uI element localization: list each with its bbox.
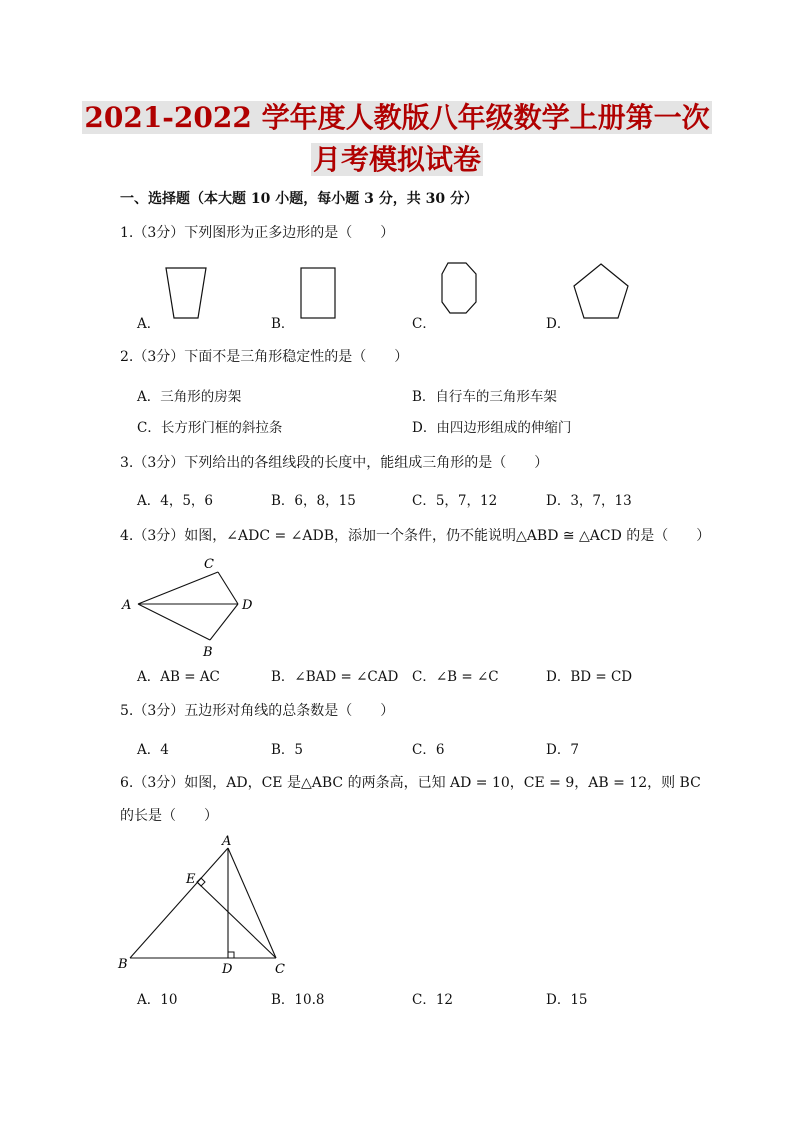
page-title-line2: 月考模拟试卷 (312, 143, 481, 176)
q6-option-c[interactable]: C．12 (412, 992, 454, 1008)
q4-label-d: D (242, 598, 253, 613)
q3-option-d[interactable]: D．3，7，13 (546, 493, 632, 509)
question-6-stem-line2: 的长是（ ） (120, 808, 218, 824)
q1-option-a[interactable]: A． (137, 316, 161, 332)
q3-option-c[interactable]: C．5，7，12 (412, 493, 498, 509)
q1-option-b-rectangle (296, 262, 340, 324)
q6-label-b: B (118, 957, 128, 972)
question-1-stem: 1.（3分）下列图形为正多边形的是（ ） (120, 225, 395, 241)
section-heading: 一、选择题（本大题 10 小题，每小题 3 分，共 30 分） (120, 191, 478, 207)
q2-option-a[interactable]: A．三角形的房架 (137, 389, 242, 405)
q1-option-c-irregular-octagon (438, 260, 482, 318)
q1-option-b[interactable]: B． (271, 316, 295, 332)
q5-option-d[interactable]: D．7 (546, 742, 579, 758)
q4-option-c[interactable]: C．∠B = ∠C (412, 669, 499, 685)
q1-option-d-pentagon (570, 260, 634, 324)
q2-option-d[interactable]: D．由四边形组成的伸缩门 (412, 420, 572, 436)
q3-option-a[interactable]: A．4，5，6 (137, 493, 214, 509)
q6-label-a: A (222, 834, 232, 849)
q4-option-b[interactable]: B．∠BAD = ∠CAD (271, 669, 399, 685)
q6-option-a[interactable]: A．10 (137, 992, 178, 1008)
q2-option-b[interactable]: B．自行车的三角形车架 (412, 389, 557, 405)
question-3-stem: 3.（3分）下列给出的各组线段的长度中，能组成三角形的是（ ） (120, 455, 549, 471)
q1-option-c[interactable]: C． (412, 316, 436, 332)
q6-label-e: E (186, 872, 196, 887)
q6-option-b[interactable]: B．10.8 (271, 992, 325, 1008)
q5-option-a[interactable]: A．4 (137, 742, 169, 758)
question-5-stem: 5.（3分）五边形对角线的总条数是（ ） (120, 703, 395, 719)
page-title-line1: 2021-2022 学年度人教版八年级数学上册第一次 (84, 101, 710, 134)
q4-option-a[interactable]: A．AB = AC (137, 669, 220, 685)
q3-option-b[interactable]: B．6，8，15 (271, 493, 356, 509)
question-2-stem: 2.（3分）下面不是三角形稳定性的是（ ） (120, 349, 409, 365)
q4-label-b: B (203, 645, 213, 660)
q6-label-d: D (222, 962, 233, 977)
question-6-stem-line1: 6.（3分）如图，AD，CE 是△ABC 的两条高，已知 AD = 10，CE = 9，AB = 12，则 BC (120, 775, 701, 791)
q4-label-c: C (204, 557, 214, 572)
q4-label-a: A (122, 598, 132, 613)
q6-label-c: C (275, 962, 285, 977)
q4-option-d[interactable]: D．BD = CD (546, 669, 633, 685)
question-4-stem: 4.（3分）如图，∠ADC = ∠ADB，添加一个条件，仍不能说明△ABD ≅ △ACD 的是（ ） (120, 528, 711, 544)
q4-kite-figure (118, 552, 268, 660)
q2-option-c[interactable]: C．长方形门框的斜拉条 (137, 420, 283, 436)
q1-option-d[interactable]: D． (546, 316, 571, 332)
q6-option-d[interactable]: D．15 (546, 992, 588, 1008)
q6-triangle-figure (116, 834, 296, 980)
q1-option-a-trapezoid (160, 262, 212, 324)
q5-option-c[interactable]: C．6 (412, 742, 445, 758)
q5-option-b[interactable]: B．5 (271, 742, 304, 758)
